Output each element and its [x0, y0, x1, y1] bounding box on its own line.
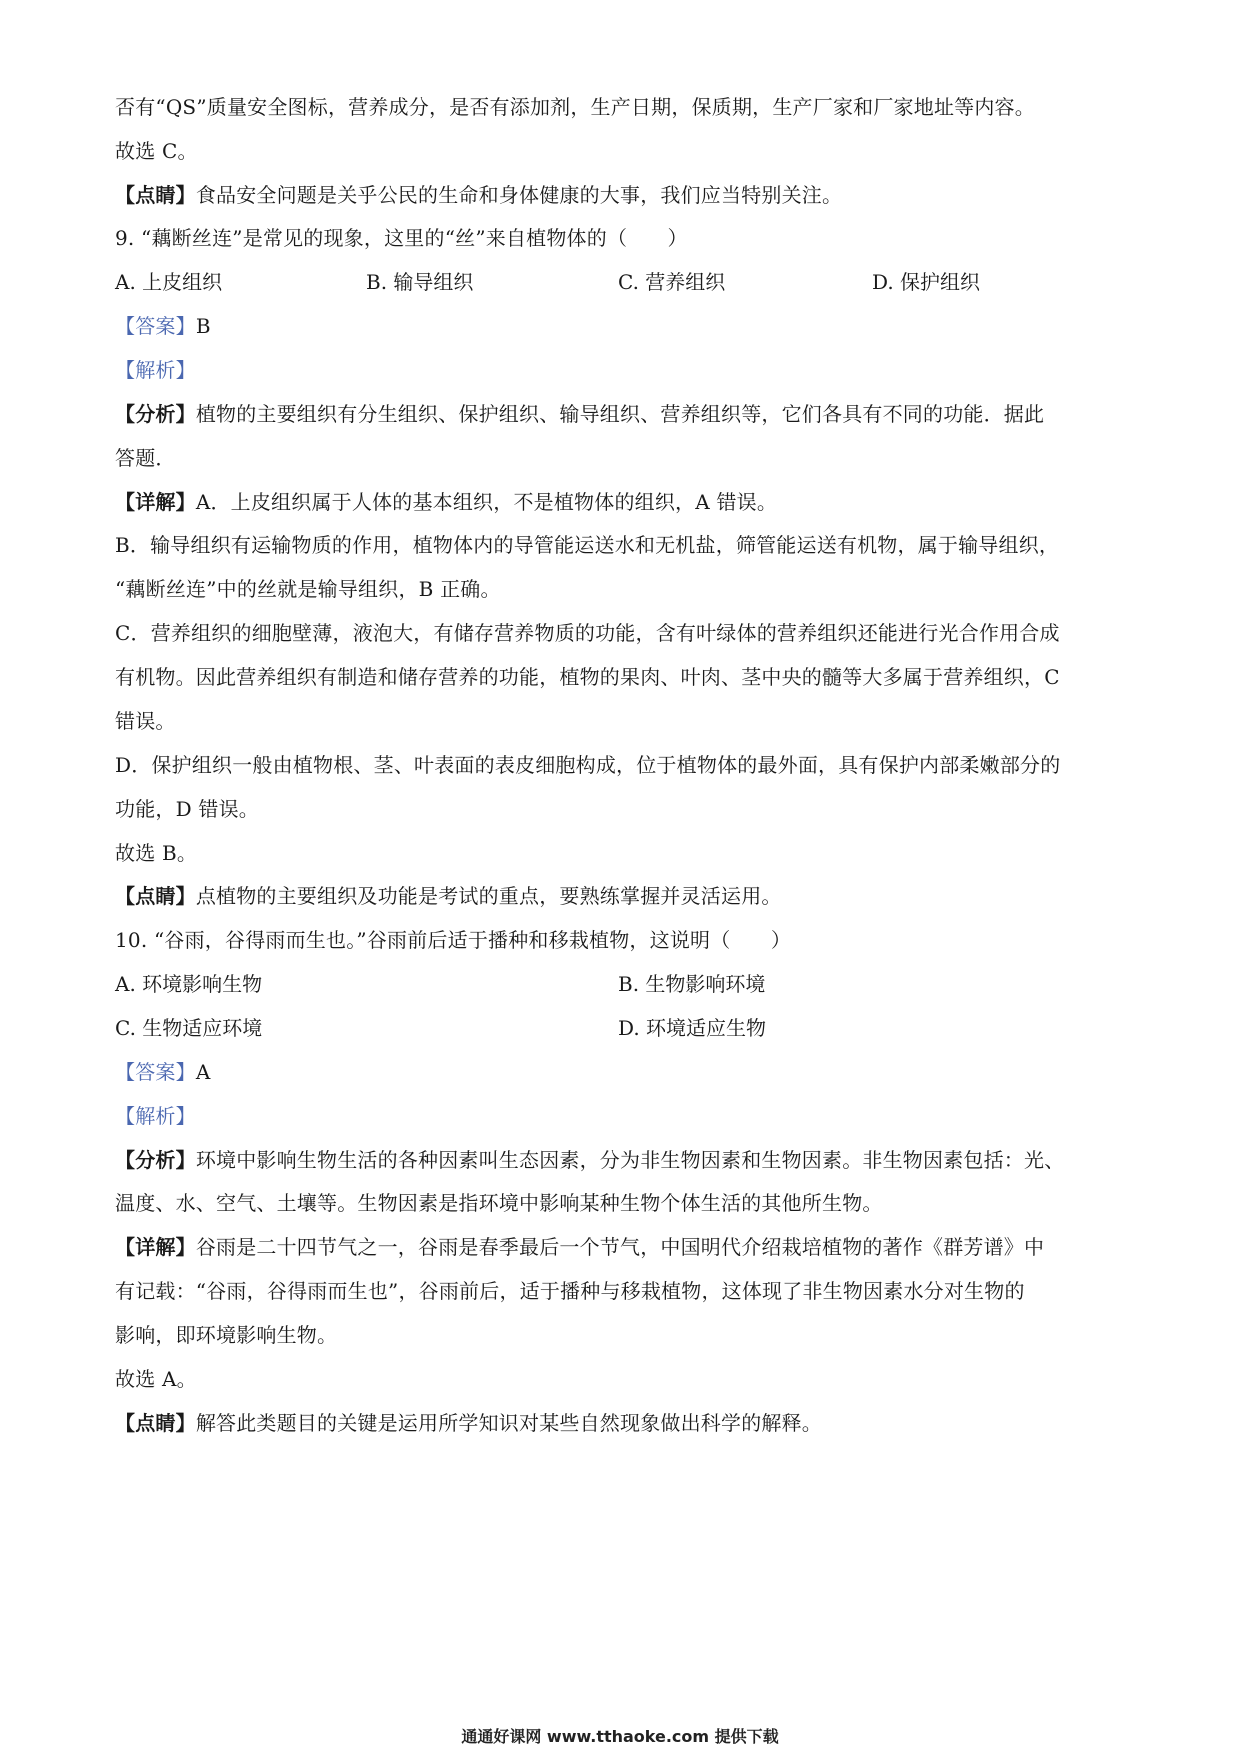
text-line: 故选 A。 — [115, 1367, 197, 1391]
text-line: 故选 B。 — [115, 841, 198, 865]
option-d: D. 环境适应生物 — [618, 1016, 767, 1040]
answer-tag: 【答案】 — [115, 1060, 196, 1084]
text-line: 温度、水、空气、土壤等。生物因素是指环境中影响某种生物个体生活的其他所生物。 — [115, 1191, 883, 1215]
question-9: 9. “藕断丝连”是常见的现象，这里的“丝”来自植物体的（ ） — [115, 226, 688, 250]
text-line: 有机物。因此营养组织有制造和储存营养的功能，植物的果肉、叶肉、茎中央的髓等大多属于营养组织，C — [115, 665, 1060, 689]
text-line: “藕断丝连”中的丝就是输导组织，B 正确。 — [115, 577, 501, 601]
text-line: 错误。 — [115, 709, 176, 733]
tip-tag: 【点睛】 — [115, 1411, 196, 1435]
option-a: A. 上皮组织 — [115, 270, 223, 294]
option-b: B. 生物影响环境 — [618, 972, 766, 996]
answer-tag: 【答案】 — [115, 314, 196, 338]
option-d: D. 保护组织 — [872, 270, 981, 294]
analysis-tag: 【解析】 — [115, 358, 196, 382]
text-line: 否有“QS”质量安全图标，营养成分，是否有添加剂，生产日期，保质期，生产厂家和厂家地址等内容。 — [115, 95, 1035, 119]
text-line: 【点睛】食品安全问题是关乎公民的生命和身体健康的大事，我们应当特别关注。 — [115, 183, 843, 207]
text-line: 【点睛】点植物的主要组织及功能是考试的重点，要熟练掌握并灵活运用。 — [115, 884, 782, 908]
text-line: B．输导组织有运输物质的作用，植物体内的导管能运送水和无机盐，筛管能运送有机物，属于输导组织， — [115, 533, 1060, 557]
text-line: 有记载：“谷雨，谷得雨而生也”，谷雨前后，适于播种与移栽植物，这体现了非生物因素水分对生物的 — [115, 1279, 1025, 1303]
analysis-sub-tag: 【分析】 — [115, 1148, 196, 1172]
text-line: 【详解】A．上皮组织属于人体的基本组织，不是植物体的组织，A 错误。 — [115, 490, 778, 514]
text-line: 【分析】植物的主要组织有分生组织、保护组织、输导组织、营养组织等，它们各具有不同的功能．据此 — [115, 402, 1045, 426]
tip-tag: 【点睛】 — [115, 884, 196, 908]
page-footer: 通通好课网 www.tthaoke.com 提供下载 — [461, 1727, 779, 1746]
option-b: B. 输导组织 — [366, 270, 474, 294]
analysis-sub-tag: 【分析】 — [115, 402, 196, 426]
text-line: 影响，即环境影响生物。 — [115, 1323, 338, 1347]
answer-line — [115, 1058, 1135, 1086]
tip-tag: 【点睛】 — [115, 183, 196, 207]
text-line: C．营养组织的细胞壁薄，液泡大，有储存营养物质的功能，含有叶绿体的营养组织还能进行光合作用合成 — [115, 621, 1060, 645]
option-a: A. 环境影响生物 — [115, 972, 263, 996]
text-line: 【分析】环境中影响生物生活的各种因素叫生态因素，分为非生物因素和生物因素。非生物因素包括：光、 — [115, 1148, 1065, 1172]
answer-value: A — [195, 1060, 211, 1084]
text-line: 功能，D 错误。 — [115, 797, 259, 821]
option-c: C. 生物适应环境 — [115, 1016, 263, 1040]
text-line: 【点睛】解答此类题目的关键是运用所学知识对某些自然现象做出科学的解释。 — [115, 1411, 823, 1435]
question-10: 10. “谷雨，谷得雨而生也。”谷雨前后适于播种和移栽植物，这说明（ ） — [115, 928, 792, 952]
text-line: 故选 C。 — [115, 139, 198, 163]
detail-tag: 【详解】 — [115, 1235, 196, 1259]
text-line: D．保护组织一般由植物根、茎、叶表面的表皮细胞构成，位于植物体的最外面，具有保护内部柔嫩部分的 — [115, 753, 1061, 777]
text-line: 【详解】谷雨是二十四节气之一，谷雨是春季最后一个节气，中国明代介绍栽培植物的著作《群芳谱》中 — [115, 1235, 1045, 1259]
detail-tag: 【详解】 — [115, 490, 196, 514]
answer-value: B — [195, 314, 211, 338]
text-line: 答题． — [115, 446, 176, 470]
analysis-tag: 【解析】 — [115, 1104, 196, 1128]
answer-line — [115, 312, 1135, 340]
option-c: C. 营养组织 — [618, 270, 726, 294]
